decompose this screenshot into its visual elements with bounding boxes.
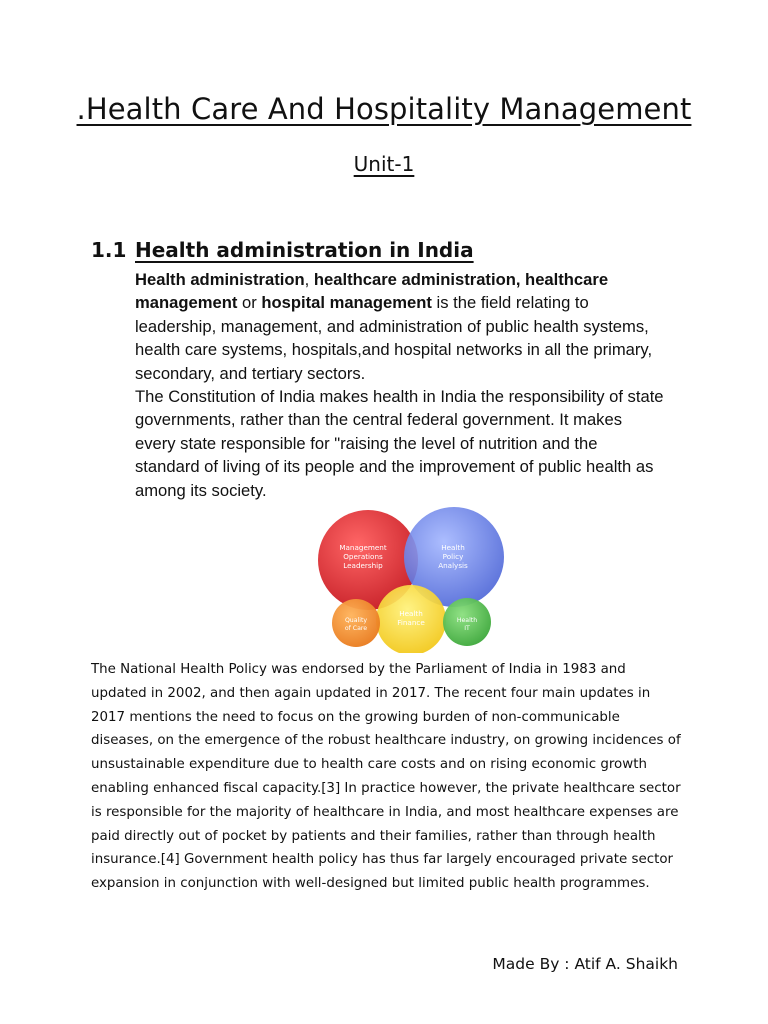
it-label-line-2: IT (464, 625, 470, 632)
management-label-line-2: Operations (343, 552, 383, 561)
policy-label-line-3: Analysis (438, 561, 468, 570)
term-health-administration: Health administration (135, 270, 305, 289)
separator: or (237, 293, 262, 313)
finance-label-line-2: Finance (397, 618, 425, 627)
unit-heading: Unit-1 (353, 152, 415, 176)
term-hospital-management: hospital management (261, 293, 432, 313)
section-heading (91, 238, 474, 262)
it-label-line-1: Health (456, 617, 478, 624)
section-title: Health administration in India (135, 238, 474, 262)
section-number: 1.1 (91, 238, 127, 262)
document-title: .Health Care And Hospitality Management (76, 92, 692, 126)
management-label-line-1: Management (339, 543, 387, 552)
quality-label-line-2: of Care (344, 625, 368, 632)
policy-label-line-1: Health (441, 543, 465, 552)
separator: , (304, 270, 314, 289)
intro-constitution: The Constitution of India makes health in India the responsibility of state governments, rather than the central federal government. It makes every state responsible for "raising the level of nutrition and the standard of living of its people and the improvement of public health as among its society. (135, 387, 664, 500)
policy-label-line-2: Policy (442, 552, 464, 561)
finance-label-line-1: Health (399, 609, 423, 618)
national-health-policy-paragraph: The National Health Policy was endorsed by the Parliament of India in 1983 and updated in 2002, and then again updated in 2017. The recent four main updates in 2017 mentions the need to focus on the growing burden of non-communicable diseases, on the emergence of the robust healthcare industry, on growing incidences of unsustainable expenditure due to health care costs and on rising economic growth enabling enhanced fiscal capacity.[3] In practice however, the private healthcare sector is responsible for the majority of healthcare in India, and most healthcare expenses are paid directly out of pocket by patients and their families, rather than through health insurance.[4] Government health policy has thus far largely encouraged private sector expansion in conjunction with well-designed but limited public health programmes. (91, 662, 681, 892)
quality-label-line-1: Quality (344, 617, 368, 624)
health-administration-venn-diagram (310, 505, 510, 653)
intro-definition: is the field relating to leadership, management, and administration of public health systems, health care systems, hospitals,and hospital networks in all the primary, secondary, and tertiary sectors. (135, 293, 653, 383)
intro-text (135, 268, 665, 502)
management-label-line-3: Leadership (343, 561, 383, 570)
author-credit: Made By : Atif A. Shaikh (492, 955, 678, 973)
term-healthcare-administration: healthcare administration, healthcare management (135, 270, 609, 313)
